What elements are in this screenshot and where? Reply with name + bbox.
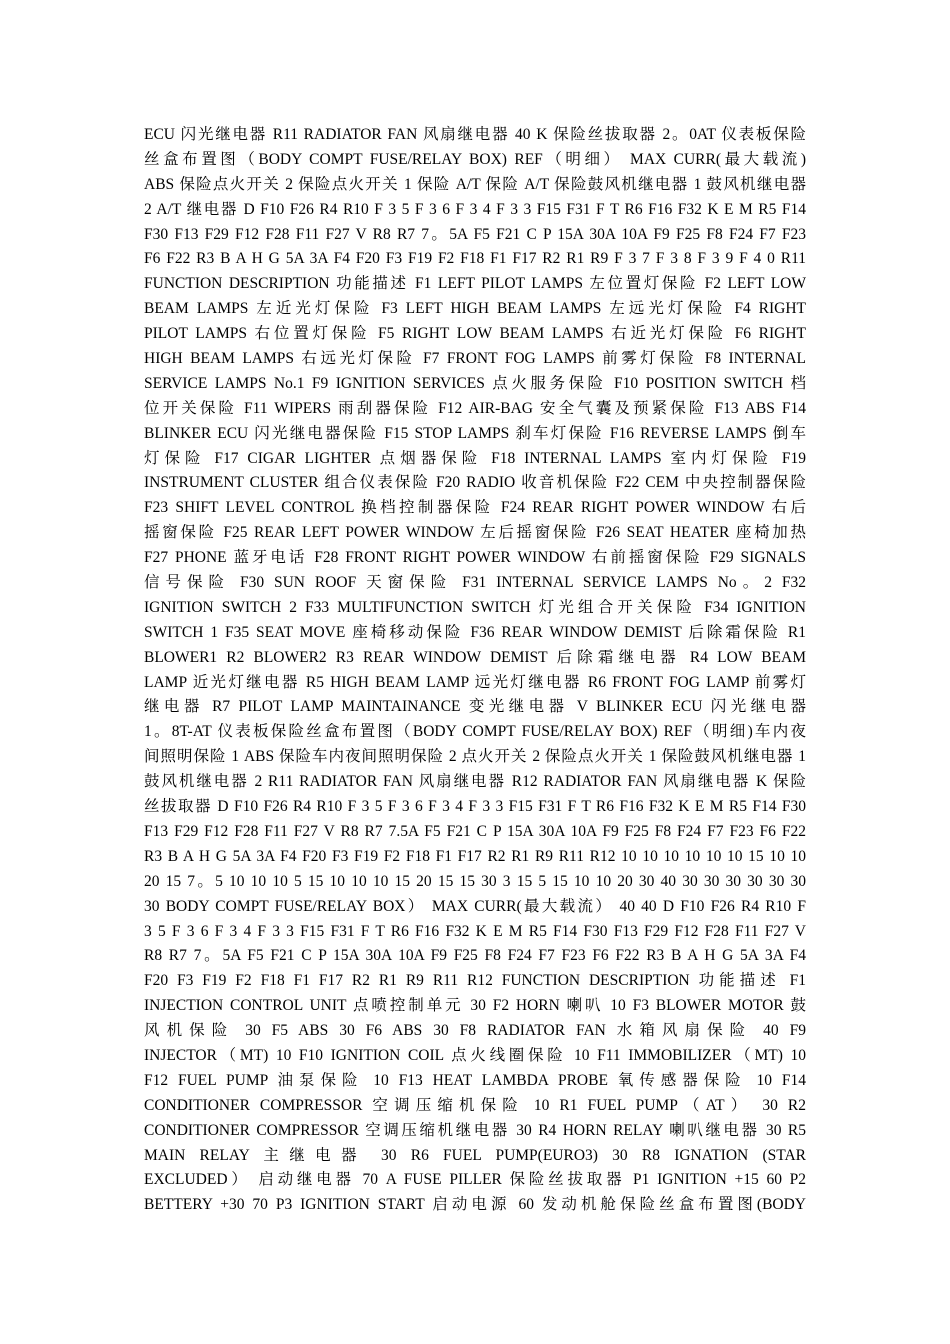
text-line: F20 F3 F19 F2 F18 F1 F17 R2 R1 R9 R11 R12 FUNCTION DESCRIPTION 功能描述 F1 (144, 972, 806, 990)
text-line: 鼓风机继电器 2 R11 RADIATOR FAN 风扇继电器 R12 RADIATOR FAN 风扇继电器 K 保险 (144, 773, 806, 791)
text-line: HIGH BEAM LAMPS 右远光灯保险 F7 FRONT FOG LAMPS 前雾灯保险 F8 INTERNAL (144, 350, 806, 368)
text-line: 30 BODY COMPT FUSE/RELAY BOX） MAX CURR(最大载流） 40 40 D F10 F26 R4 R10 F (144, 897, 806, 915)
text-line: ABS 保险点火开关 2 保险点火开关 1 保险 A/T 保险 A/T 保险鼓风机继电器 1 鼓风机继电器 (144, 175, 806, 193)
text-line: F27 PHONE 蓝牙电话 F28 FRONT RIGHT POWER WINDOW 右前摇窗保险 F29 SIGNALS (144, 549, 806, 567)
text-line: 间照明保险 1 ABS 保险车内夜间照明保险 2 点火开关 2 保险点火开关 1 保险鼓风机继电器 1 (144, 748, 806, 766)
text-line: INJECTOR（MT) 10 F10 IGNITION COIL 点火线圈保险 10 F11 IMMOBILIZER（MT) 10 (144, 1046, 806, 1064)
text-line: IGNITION SWITCH 2 F33 MULTIFUNCTION SWITCH 灯光组合开关保险 F34 IGNITION (144, 598, 806, 616)
text-line: FUNCTION DESCRIPTION 功能描述 F1 LEFT PILOT LAMPS 左位置灯保险 F2 LEFT LOW (144, 275, 806, 293)
text-line: 灯保险 F17 CIGAR LIGHTER 点烟器保险 F18 INTERNAL LAMPS 室内灯保险 F19 (144, 449, 806, 467)
text-line: LAMP 近光灯继电器 R5 HIGH BEAM LAMP 远光灯继电器 R6 FRONT FOG LAMP 前雾灯 (144, 673, 806, 691)
text-line: F23 SHIFT LEVEL CONTROL 换档控制器保险 F24 REAR RIGHT POWER WINDOW 右后 (144, 499, 806, 517)
body-text (144, 123, 806, 1218)
text-line: F6 F22 R3 B A H G 5A 3A F4 F20 F3 F19 F2 F18 F1 F17 R2 R1 R9 F 3 7 F 3 8 F 3 9 F 4 0 R11 (144, 250, 806, 268)
text-line: BLOWER1 R2 BLOWER2 R3 REAR WINDOW DEMIST 后除霜继电器 R4 LOW BEAM (144, 648, 806, 666)
text-line: CONDITIONER COMPRESSOR 空调压缩机继电器 30 R4 HORN RELAY 喇叭继电器 30 R5 (144, 1121, 806, 1139)
text-line: INSTRUMENT CLUSTER 组合仪表保险 F20 RADIO 收音机保险 F22 CEM 中央控制器保险 (144, 474, 806, 492)
text-line: 2 A/T 继电器 D F10 F26 R4 R10 F 3 5 F 3 6 F 3 4 F 3 3 F15 F31 F T R6 F16 F32 K E M R5 F14 (144, 200, 806, 218)
text-line: 丝拔取器 D F10 F26 R4 R10 F 3 5 F 3 6 F 3 4 F 3 3 F15 F31 F T R6 F16 F32 K E M R5 F14 F30 (144, 798, 806, 816)
text-line: 丝盒布置图（BODY COMPT FUSE/RELAY BOX) REF（明细） MAX CURR(最大载流) (144, 150, 806, 168)
text-line: MAIN RELAY 主继电器 30 R6 FUEL PUMP(EURO3) 30 R8 IGNATION (STAR (144, 1146, 806, 1164)
text-line: EXCLUDED） 启动继电器 70 A FUSE PILLER 保险丝拔取器 P1 IGNITION +15 60 P2 (144, 1171, 806, 1189)
text-line: 信号保险 F30 SUN ROOF 天窗保险 F31 INTERNAL SERVICE LAMPS No。2 F32 (144, 574, 806, 592)
text-line: F12 FUEL PUMP 油泵保险 10 F13 HEAT LAMBDA PROBE 氧传感器保险 10 F14 (144, 1071, 806, 1089)
text-line: SWITCH 1 F35 SEAT MOVE 座椅移动保险 F36 REAR WINDOW DEMIST 后除霜保险 R1 (144, 623, 806, 641)
text-line: SERVICE LAMPS No.1 F9 IGNITION SERVICES 点火服务保险 F10 POSITION SWITCH 档 (144, 374, 806, 392)
text-line: F30 F13 F29 F12 F28 F11 F27 V R8 R7 7。5A F5 F21 C P 15A 30A 10A F9 F25 F8 F24 F7 F23 (144, 225, 806, 243)
text-line: 摇窗保险 F25 REAR LEFT POWER WINDOW 左后摇窗保险 F26 SEAT HEATER 座椅加热 (144, 524, 806, 542)
text-line: ECU 闪光继电器 R11 RADIATOR FAN 风扇继电器 40 K 保险丝拔取器 2。0AT 仪表板保险 (144, 126, 806, 143)
text-line: F13 F29 F12 F28 F11 F27 V R8 R7 7.5A F5 F21 C P 15A 30A 10A F9 F25 F8 F24 F7 F23 F6 F22 (144, 822, 806, 840)
text-line: R8 R7 7。5A F5 F21 C P 15A 30A 10A F9 F25 F8 F24 F7 F23 F6 F22 R3 B A H G 5A 3A F4 (144, 947, 806, 965)
text-line: BEAM LAMPS 左近光灯保险 F3 LEFT HIGH BEAM LAMPS 左远光灯保险 F4 RIGHT (144, 300, 806, 318)
text-line: R3 B A H G 5A 3A F4 F20 F3 F19 F2 F18 F1 F17 R2 R1 R9 R11 R12 10 10 10 10 10 10 15 10 10 (144, 847, 806, 865)
text-line: 风机保险 30 F5 ABS 30 F6 ABS 30 F8 RADIATOR FAN 水箱风扇保险 40 F9 (144, 1022, 806, 1040)
text-line: 继电器 R7 PILOT LAMP MAINTAINANCE 变光继电器 V BLINKER ECU 闪光继电器 (144, 698, 806, 716)
text-line: 位开关保险 F11 WIPERS 雨刮器保险 F12 AIR-BAG 安全气囊及预紧保险 F13 ABS F14 (144, 399, 806, 417)
text-line: BLINKER ECU 闪光继电器保险 F15 STOP LAMPS 刹车灯保险 F16 REVERSE LAMPS 倒车 (144, 424, 806, 442)
text-line: 20 15 7。5 10 10 10 5 15 10 10 10 15 20 15 15 30 3 15 5 15 10 10 20 30 40 30 30 30 30 30 30 (144, 872, 806, 890)
text-line: 3 5 F 3 6 F 3 4 F 3 3 F15 F31 F T R6 F16 F32 K E M R5 F14 F30 F13 F29 F12 F28 F11 F27 V (144, 922, 806, 940)
text-line: PILOT LAMPS 右位置灯保险 F5 RIGHT LOW BEAM LAMPS 右近光灯保险 F6 RIGHT (144, 325, 806, 343)
text-line: INJECTION CONTROL UNIT 点喷控制单元 30 F2 HORN 喇叭 10 F3 BLOWER MOTOR 鼓 (144, 997, 806, 1015)
text-line: 1。8T-AT 仪表板保险丝盒布置图（BODY COMPT FUSE/RELAY BOX) REF（明细)车内夜 (144, 723, 806, 741)
text-line: BETTERY +30 70 P3 IGNITION START 启动电源 60 发动机舱保险丝盒布置图(BODY (144, 1196, 806, 1214)
text-line: CONDITIONER COMPRESSOR 空调压缩机保险 10 R1 FUEL PUMP（AT） 30 R2 (144, 1096, 806, 1114)
